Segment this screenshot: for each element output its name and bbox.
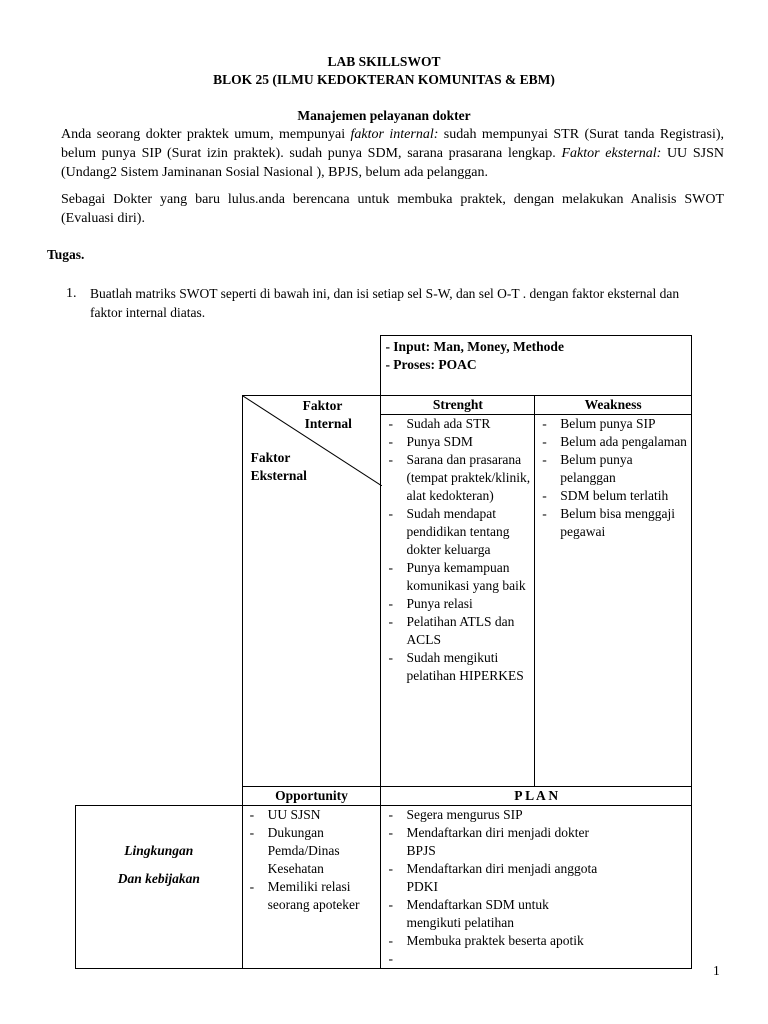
list-item: - Sudah ada STR xyxy=(381,415,534,433)
weaknesses-cell xyxy=(535,415,692,787)
list-item: - UU SJSN xyxy=(243,806,381,824)
opportunity-header: Opportunity xyxy=(242,787,381,806)
list-item: - Segera mengurus SIP xyxy=(381,806,601,824)
environment-label-cell: Lingkungan Dan kebijakan xyxy=(76,806,243,969)
list-item: - Belum punya SIP xyxy=(535,415,691,433)
input-line: - Input: Man, Money, Methode xyxy=(385,339,564,354)
list-item: - Mendaftarkan diri menjadi anggota PDKI xyxy=(381,860,601,896)
diagonal-header-cell xyxy=(242,396,381,787)
plan-list xyxy=(381,806,691,968)
plan-cell xyxy=(381,806,692,969)
list-item: - Sudah mendapat pendidikan tentang dokter keluarga xyxy=(381,505,534,559)
list-item: - Punya relasi xyxy=(381,595,534,613)
list-item: - SDM belum terlatih xyxy=(535,487,691,505)
list-item: - Pelatihan ATLS dan ACLS xyxy=(381,613,534,649)
faktor-eksternal-label: Faktor Eksternal xyxy=(250,450,307,483)
process-line: - Proses: POAC xyxy=(385,357,477,372)
input-process-cell xyxy=(381,336,692,396)
document-subtitle: BLOK 25 (ILMU KEDOKTERAN KOMUNITAS & EBM) xyxy=(213,72,555,87)
list-item: - Dukungan Pemda/Dinas Kesehatan xyxy=(243,824,381,878)
strengths-cell xyxy=(381,415,535,787)
task-label: Tugas. xyxy=(47,247,85,262)
list-item: - Sudah mengikuti pelatihan HIPERKES xyxy=(381,649,534,685)
strengths-list xyxy=(381,415,534,685)
list-item: - Punya kemampuan komunikasi yang baik xyxy=(381,559,534,595)
list-item: - Belum ada pengalaman xyxy=(535,433,691,451)
list-item: - Punya SDM xyxy=(381,433,534,451)
list-item: - Mendaftarkan SDM untuk mengikuti pelatihan xyxy=(381,896,601,932)
list-item: - Mendaftarkan diri menjadi dokter BPJS xyxy=(381,824,601,860)
task-item-text: Buatlah matriks SWOT seperti di bawah ini, dan isi setiap sel S-W, dan sel O-T . dengan faktor eksternal dan faktor internal diatas. xyxy=(90,286,680,320)
weakness-header: Weakness xyxy=(535,396,692,415)
list-item: - Sarana dan prasarana (tempat praktek/klinik, alat kedokteran) xyxy=(381,451,534,505)
list-item: - Belum bisa menggaji pegawai xyxy=(535,505,691,541)
opportunities-list xyxy=(243,806,381,914)
swot-matrix xyxy=(75,335,692,969)
plan-header: P L A N xyxy=(381,787,692,806)
case-paragraph-2: Sebagai Dokter yang baru lulus.anda berencana untuk membuka praktek, dengan melakukan Analisis SWOT (Evaluasi diri). xyxy=(61,192,724,226)
faktor-internal-label: Faktor Internal xyxy=(302,398,352,431)
list-item: - Memiliki relasi seorang apoteker xyxy=(243,878,381,914)
document-title: LAB SKILLSWOT xyxy=(327,54,441,69)
opportunities-cell xyxy=(242,806,381,969)
weaknesses-list xyxy=(535,415,691,541)
task-item-number: 1. xyxy=(66,286,77,301)
page-number: 1 xyxy=(713,963,720,978)
case-heading: Manajemen pelayanan dokter xyxy=(297,108,471,123)
list-item: - Membuka praktek beserta apotik xyxy=(381,932,601,950)
strength-header: Strenght xyxy=(381,396,535,415)
case-paragraph-1: Anda seorang dokter praktek umum, mempunyai faktor internal: sudah mempunyai STR (Surat tanda Registrasi), belum punya SIP (Surat izin praktek). sudah punya SDM, sarana prasarana lengkap. Faktor eksternal: UU SJSN (Undang2 Sistem Jaminanan Sosial Nasional ), BPJS, belum ada pelanggan. xyxy=(61,127,725,180)
list-item xyxy=(381,950,601,968)
list-item: - Belum punya pelanggan xyxy=(535,451,691,487)
